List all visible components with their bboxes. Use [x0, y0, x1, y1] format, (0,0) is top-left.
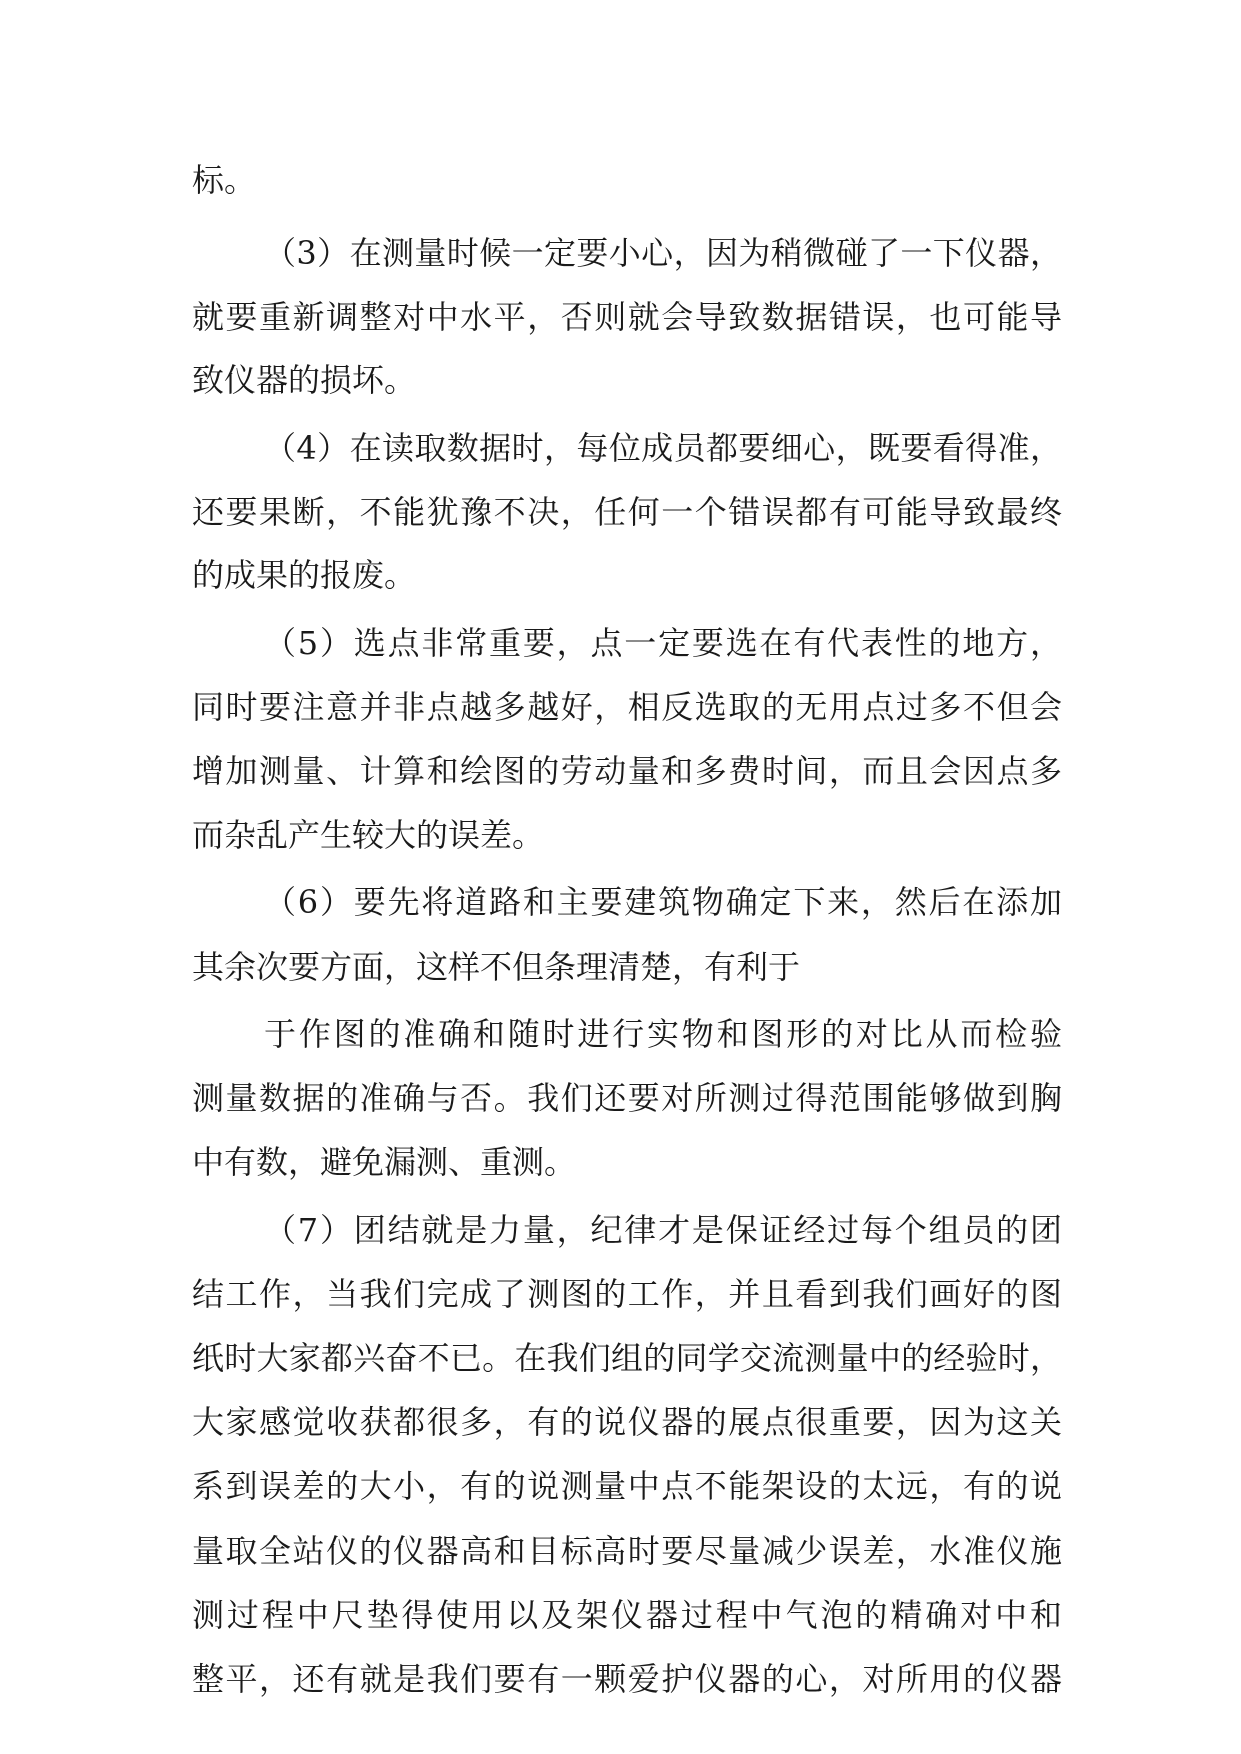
- text-line: 还要果断，不能犹豫不决，任何一个错误都有可能导致最终: [192, 493, 1062, 531]
- text-line: 测过程中尺垫得使用以及架仪器过程中气泡的精确对中和: [192, 1596, 1062, 1634]
- text-line: 就要重新调整对中水平，否则就会导致数据错误，也可能导: [192, 298, 1062, 336]
- text-line: 的成果的报废。: [192, 556, 417, 594]
- text-line: 同时要注意并非点越多越好，相反选取的无用点过多不但会: [192, 688, 1062, 726]
- text-line: 其余次要方面，这样不但条理清楚，有利于: [192, 948, 801, 986]
- text-line: 而杂乱产生较大的误差。: [192, 816, 545, 854]
- text-line: 整平，还有就是我们要有一颗爱护仪器的心，对所用的仪器: [192, 1660, 1062, 1698]
- text-line: 结工作，当我们完成了测图的工作，并且看到我们画好的图: [192, 1275, 1062, 1313]
- text-line: 致仪器的损坏。: [192, 361, 417, 399]
- text-line: 纸时大家都兴奋不已。在我们组的同学交流测量中的经验时，: [192, 1339, 1062, 1377]
- text-line: （7）团结就是力量，纪律才是保证经过每个组员的团: [264, 1211, 1062, 1249]
- text-line: （5）选点非常重要，点一定要选在有代表性的地方，: [264, 624, 1062, 662]
- text-line: 于作图的准确和随时进行实物和图形的对比从而检验: [264, 1015, 1062, 1053]
- text-line: 标。: [192, 161, 257, 199]
- text-line: 系到误差的大小，有的说测量中点不能架设的太远，有的说: [192, 1467, 1062, 1505]
- text-line: 量取全站仪的仪器高和目标高时要尽量减少误差，水准仪施: [192, 1532, 1062, 1570]
- text-line: 测量数据的准确与否。我们还要对所测过得范围能够做到胸: [192, 1079, 1062, 1117]
- text-line: （3）在测量时候一定要小心，因为稍微碰了一下仪器，: [264, 234, 1062, 272]
- text-line: 大家感觉收获都很多，有的说仪器的展点很重要，因为这关: [192, 1403, 1062, 1441]
- text-line: 中有数，避免漏测、重测。: [192, 1143, 577, 1181]
- text-line: （6）要先将道路和主要建筑物确定下来，然后在添加: [264, 883, 1062, 921]
- text-line: 增加测量、计算和绘图的劳动量和多费时间，而且会因点多: [192, 752, 1062, 790]
- text-line: （4）在读取数据时，每位成员都要细心，既要看得准，: [264, 429, 1062, 467]
